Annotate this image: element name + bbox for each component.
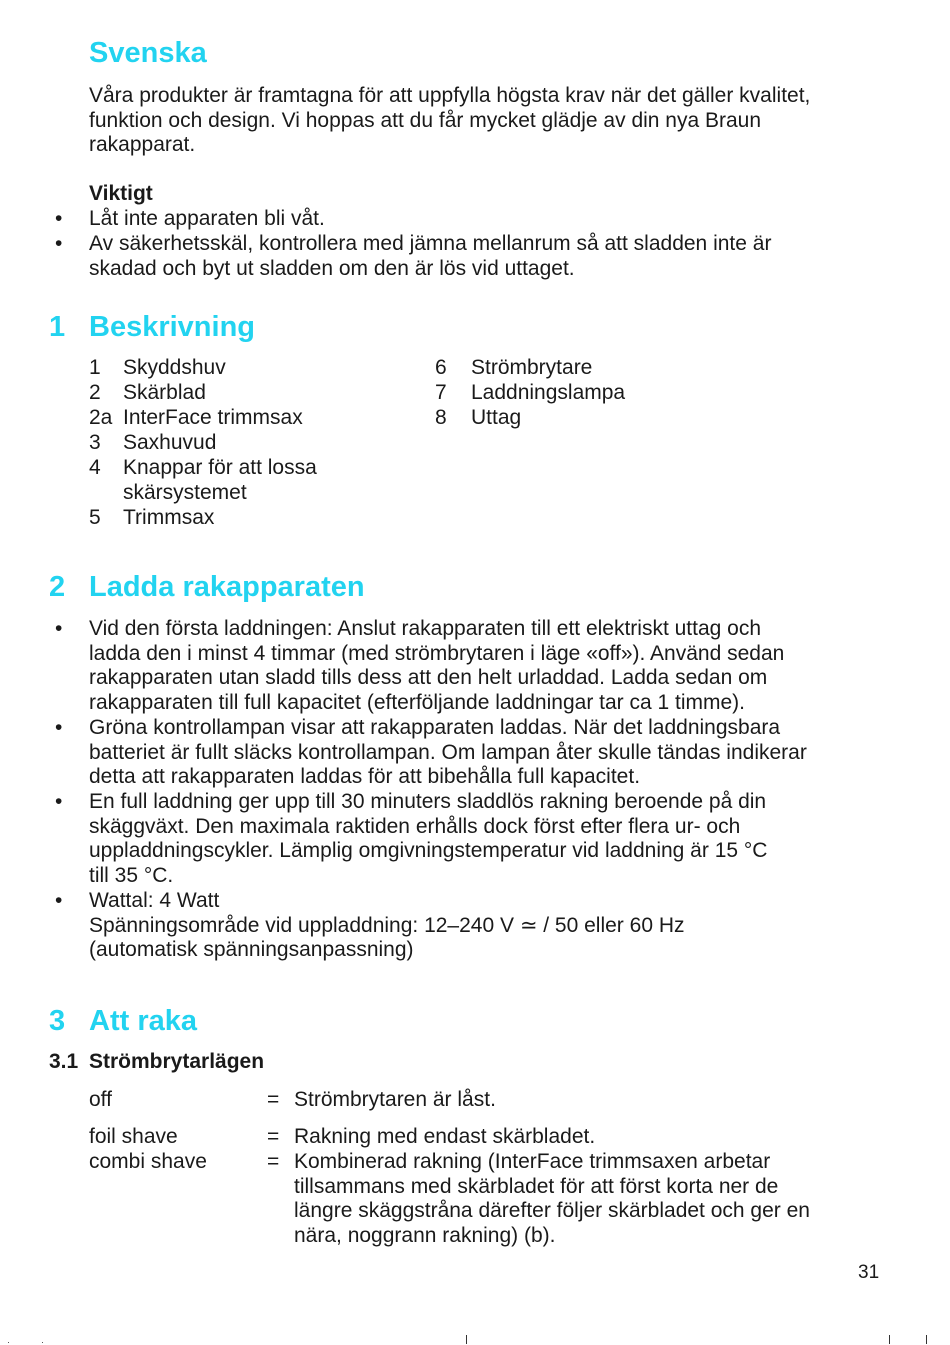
section-title: Beskrivning [89, 311, 255, 343]
part-label: Trimmsax [123, 506, 215, 529]
bullet-line: Gröna kontrollampan visar att rakapparaten laddas. När det laddningsbara [89, 716, 781, 739]
mode-name: foil shave [89, 1125, 178, 1148]
bullet-line: Wattal: 4 Watt [89, 889, 220, 912]
charging-bullet [89, 790, 767, 889]
bullet-line: rakapparaten till full kapacitet (efterföljande laddningar tar ca 1 timme). [89, 691, 746, 715]
bullet-dot: • [55, 207, 63, 230]
important-item [89, 232, 771, 281]
part-label: InterFace trimmsax [123, 406, 303, 429]
description-line: nära, noggrann rakning) (b). [294, 1224, 556, 1248]
charging-bullet [89, 889, 685, 963]
part-label: Uttag [471, 406, 522, 429]
part-label: Strömbrytare [471, 356, 593, 379]
mode-equals: = [267, 1088, 280, 1111]
part-number: 8 [435, 406, 447, 429]
important-item [89, 207, 325, 232]
part-label: skärsystemet [123, 481, 247, 504]
part-label: Skyddshuv [123, 356, 226, 379]
mode-equals: = [267, 1150, 280, 1173]
important-label: Viktigt [89, 182, 153, 205]
crop-mark [8, 1342, 9, 1343]
important-line: Av säkerhetsskäl, kontrollera med jämna mellanrum så att sladden inte är [89, 232, 772, 255]
page-number: 31 [858, 1262, 880, 1283]
part-label: Knappar för att lossa [123, 456, 317, 479]
part-number: 5 [89, 506, 101, 529]
bullet-line: ladda den i minst 4 timmar (med strömbrytaren i läge «off»). Använd sedan [89, 641, 785, 665]
bullet-line: detta att rakapparaten laddas för att bibehålla full kapacitet. [89, 765, 641, 789]
description-line: Kombinerad rakning (InterFace trimmsaxen arbetar [294, 1150, 771, 1173]
bullet-line: batteriet är fullt släcks kontrollampan. Om lampan åter skulle tändas indikerar [89, 740, 807, 764]
bullet-line: Spänningsområde vid uppladdning: 12–240 V ≃ / 50 eller 60 Hz [89, 913, 685, 937]
section-number: 3 [49, 1005, 66, 1037]
part-number: 7 [435, 381, 447, 404]
language-heading: Svenska [89, 37, 207, 69]
subsection-title: Strömbrytarlägen [89, 1050, 265, 1073]
part-number: 6 [435, 356, 447, 379]
bullet-dot: • [55, 716, 63, 739]
part-number: 2a [89, 406, 113, 429]
crop-mark [889, 1335, 890, 1344]
mode-name: combi shave [89, 1150, 207, 1173]
section-number: 2 [49, 571, 66, 603]
crop-mark [926, 1335, 927, 1344]
important-line: Låt inte apparaten bli våt. [89, 207, 325, 230]
intro-paragraph [89, 84, 810, 158]
subsection-number: 3.1 [49, 1050, 79, 1073]
part-number: 1 [89, 356, 101, 379]
part-number: 2 [89, 381, 101, 404]
section-number: 1 [49, 311, 66, 343]
bullet-line: uppladdningscykler. Lämplig omgivningstemperatur vid laddning är 15 °C [89, 839, 768, 863]
part-label: Skärblad [123, 381, 206, 404]
bullet-dot: • [55, 232, 63, 255]
bullet-line: Vid den första laddningen: Anslut rakapparaten till ett elektriskt uttag och [89, 617, 762, 640]
mode-equals: = [267, 1125, 280, 1148]
intro-line: Våra produkter är framtagna för att uppfylla högsta krav när det gäller kvalitet, [89, 84, 811, 107]
part-number: 3 [89, 431, 101, 454]
description-line: längre skäggstråna därefter följer skärbladet och ger en [294, 1199, 810, 1223]
mode-name: off [89, 1088, 112, 1111]
bullet-dot: • [55, 617, 63, 640]
bullet-line: (automatisk spänningsanpassning) [89, 938, 414, 962]
part-number: 4 [89, 456, 101, 479]
bullet-line: skäggväxt. Den maximala raktiden erhålls dock först efter flera ur- och [89, 814, 741, 838]
charging-bullet [89, 617, 784, 716]
bullet-line: rakapparaten utan sladd tills dess att den helt urladdad. Ladda sedan om [89, 666, 768, 690]
bullet-line: En full laddning ger upp till 30 minuters sladdlös rakning beroende på din [89, 790, 767, 813]
description-line: tillsammans med skärbladet för att först korta ner de [294, 1174, 779, 1198]
important-line: skadad och byt ut sladden om den är lös vid uttaget. [89, 256, 575, 280]
bullet-dot: • [55, 889, 63, 912]
part-label: Saxhuvud [123, 431, 217, 454]
section-title: Ladda rakapparaten [89, 571, 365, 603]
crop-mark [466, 1335, 467, 1344]
mode-description [294, 1150, 810, 1249]
charging-bullet [89, 716, 807, 790]
section-title: Att raka [89, 1005, 197, 1037]
mode-description: Rakning med endast skärbladet. [294, 1125, 596, 1148]
crop-mark [42, 1342, 43, 1343]
bullet-dot: • [55, 790, 63, 813]
intro-line: rakapparat. [89, 133, 196, 157]
mode-description: Strömbrytaren är låst. [294, 1088, 496, 1111]
part-label: Laddningslampa [471, 381, 626, 404]
bullet-line: till 35 °C. [89, 864, 174, 888]
intro-line: funktion och design. Vi hoppas att du får mycket glädje av din nya Braun [89, 108, 762, 132]
